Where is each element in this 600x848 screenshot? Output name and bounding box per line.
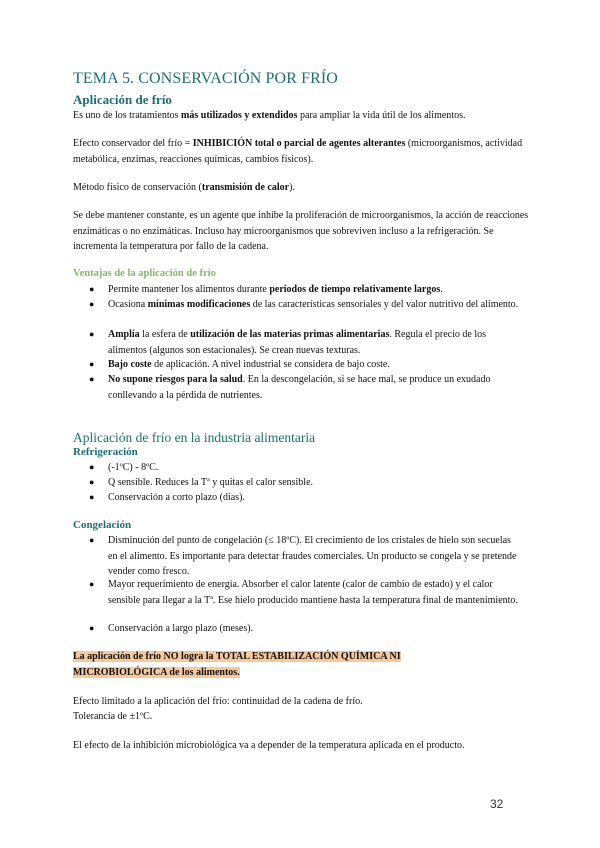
paragraph-efecto: Efecto conservador del frío = INHIBICIÓN total o parcial de agentes alterantes (microorganismos, actividad metabólica, enzimas, reacciones químicas, cambios físicos). [73,138,523,165]
bullet-icon: ● [89,579,95,589]
bullet-icon: ● [89,299,95,309]
list-item: (-1ºC) - 8ºC. [108,462,159,473]
closing-line-3: El efecto de la inhibición microbiológica va a depender de la temperatura aplicada en el producto. [73,740,465,751]
list-item: Bajo coste de aplicación. A nivel industrial se considera de bajo coste. [108,359,390,370]
bullet-icon: ● [89,329,95,339]
section-heading-aplicacion: Aplicación de frío [73,92,172,107]
bullet-icon: ● [89,492,95,502]
list-item: Disminución del punto de congelación (≤ 18ºC). El crecimiento de los cristales de hielo son secuelas en el alimento. Es importante para detectar fraudes comerciales. Un producto se congela y se pretende vender como fresco. [108,535,517,577]
bullet-icon: ● [89,477,95,487]
bullet-icon: ● [89,359,95,369]
list-item: No supone riesgos para la salud. En la descongelación, si se hace mal, se produce un exudado conllevando a la pérdida de nutrientes. [108,374,491,401]
bullet-icon: ● [89,535,95,545]
list-item: Amplía la esfera de utilización de las materias primas alimentarias. Regula el precio de los alimentos (algunos son estacionales). Se crean nuevas texturas. [108,329,486,356]
list-item: Mayor requerimiento de energía. Absorber el calor latente (calor de cambio de estado) y el calor sensible para llegar a la Tª. Ese hielo producido mantiene hasta la temperatura final de mantenimiento. [108,579,518,606]
list-item: Q sensible. Reduces la Tª y quitas el calor sensible. [108,477,314,488]
list-item: Conservación a largo plazo (meses). [108,623,254,634]
refrigeracion-heading: Refrigeración [73,446,138,458]
bullet-icon: ● [89,462,95,472]
highlight-line-1: La aplicación de frío NO logra la TOTAL ESTABILIZACIÓN QUÍMICA NI [73,651,401,662]
bullet-icon: ● [89,284,95,294]
congelacion-heading: Congelación [73,519,132,531]
list-item: Permite mantener los alimentos durante periodos de tiempo relativamente largos. [108,284,443,295]
page-number: 32 [490,797,504,811]
list-item: Conservación a corto plazo (días). [108,492,245,503]
closing-line-1: Efecto limitado a la aplicación del frío: continuidad de la cadena de frío. [73,696,363,707]
page-title: TEMA 5. CONSERVACIÓN POR FRÍO [73,70,338,87]
paragraph-metodo: Método físico de conservación (transmisión de calor). [73,182,295,193]
ventajas-heading: Ventajas de la aplicación de frío [73,268,216,279]
paragraph-intro: Es uno de los tratamientos más utilizados y extendidos para ampliar la vida útil de los alimentos. [73,110,466,121]
list-item: Ocasiona mínimas modificaciones de las características sensoriales y del valor nutritivo del alimento. [108,299,519,310]
industria-heading: Aplicación de frío en la industria alimentaria [73,430,316,445]
bullet-icon: ● [89,623,95,633]
highlight-line-2: MICROBIOLÓGICA de los alimentos. [73,667,240,678]
bullet-icon: ● [89,374,95,384]
closing-line-2: Tolerancia de ±1ºC. [73,711,153,722]
paragraph-constante: Se debe mantener constante, es un agente que inhibe la proliferación de microorganismos, la acción de reacciones enzimáticas o no enzimáticas. Incluso hay microorganismos que sobreviven incluso a la refrigeración. Se incrementa la temperatura por fallo de la cadena. [73,210,529,252]
